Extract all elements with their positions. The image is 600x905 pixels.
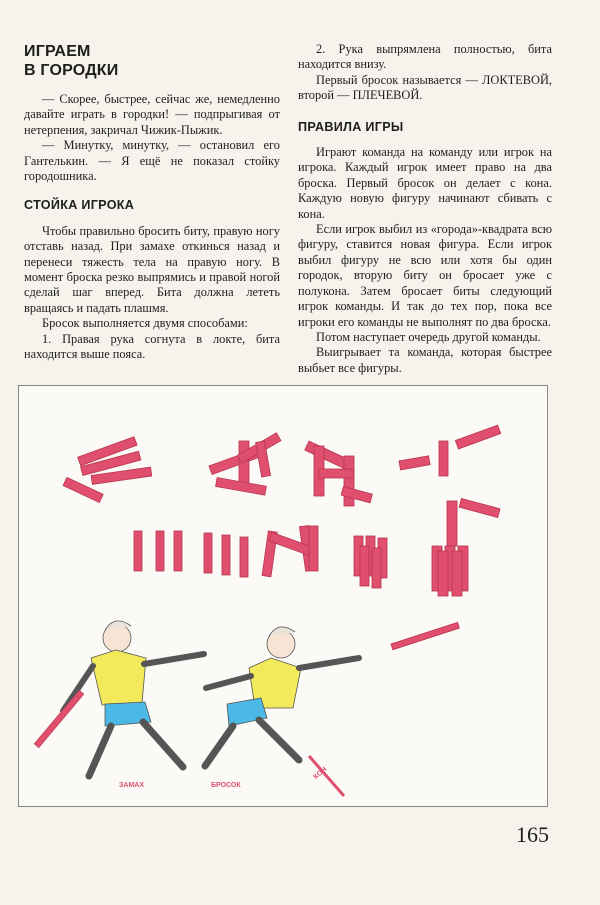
figure-well	[262, 526, 318, 577]
page-number: 165	[516, 822, 549, 847]
figure-cannon	[63, 437, 152, 503]
page-title	[24, 42, 280, 80]
figures-and-players-drawing	[19, 386, 547, 806]
section-heading-rules: ПРАВИЛА ИГРЫ	[298, 119, 404, 134]
left-column	[24, 42, 280, 363]
title-line-2: В ГОРОДКИ	[24, 62, 119, 79]
right-column	[298, 42, 552, 376]
figure-artillery	[354, 536, 387, 588]
section-heading-stance: СТОЙКА ИГРОКА	[24, 198, 135, 213]
flying-bat	[391, 622, 459, 649]
paragraph: Бросок выполняется двумя способами:	[42, 316, 248, 331]
paragraph: Если игрок выбил из «города»-квадрата всю фигуру, ставится новая фигура. Если игрок выбил фигуру не всю или хотя бы один городок, вторую биту он бросает уже с полукона. Затем бросает биты следующий игрок команды. И так до тех пор, пока все игроки его команды не выполнят по два броска.	[298, 222, 552, 329]
paragraph: — Минутку, минутку, — остановил его Гантелькин. — Я ещё не показал стойку городошника.	[24, 138, 280, 184]
label-kon: КОН	[312, 766, 329, 781]
paragraph: Играют команда на команду или игрок на игрока. Каждый игрок имеет право на два броска. Первый бросок он делает с кона. Каждую новую фигуру начинают сбивать с кона.	[298, 145, 552, 221]
paragraph: — Скорее, быстрее, сейчас же, немедленно давайте играть в городки! — подпрыгивая от нетерпения, закричал Чижик-Пыжик.	[24, 92, 280, 137]
figure-tower	[432, 501, 468, 596]
player-windup	[34, 621, 204, 776]
gorodki-illustration	[18, 385, 548, 807]
paragraph: Первый бросок называется — ЛОКТЕВОЙ, второй — ПЛЕЧЕВОЙ.	[298, 72, 552, 103]
player-throw	[205, 627, 359, 766]
gorodki-figures	[63, 425, 501, 650]
paragraph: 1. Правая рука согнута в локте, бита находится выше пояса.	[24, 331, 280, 362]
paragraph: Выигрывает та команда, которая быстрее выбьет все фигуры.	[298, 345, 552, 375]
paragraph: 2. Рука выпрямлена полностью, бита находится внизу.	[298, 42, 552, 72]
label-brosok: БРОСОК	[211, 782, 241, 789]
figure-fence	[134, 531, 248, 577]
paragraph: Потом наступает очередь другой команды.	[316, 329, 541, 344]
title-line-1: ИГРАЕМ	[24, 43, 91, 60]
label-zamakh: ЗАМАХ	[119, 782, 144, 789]
paragraph: Чтобы правильно бросить биту, правую ногу отставь назад. При замахе откинься назад и перенеси тяжесть тела на правую ногу. В момент броска резко выпрямись и правой ногой сделай шаг вперед. Бита должна лететь вращаясь и падать плашмя.	[24, 223, 280, 315]
figure-star	[209, 433, 281, 495]
figure-gate	[305, 441, 373, 506]
